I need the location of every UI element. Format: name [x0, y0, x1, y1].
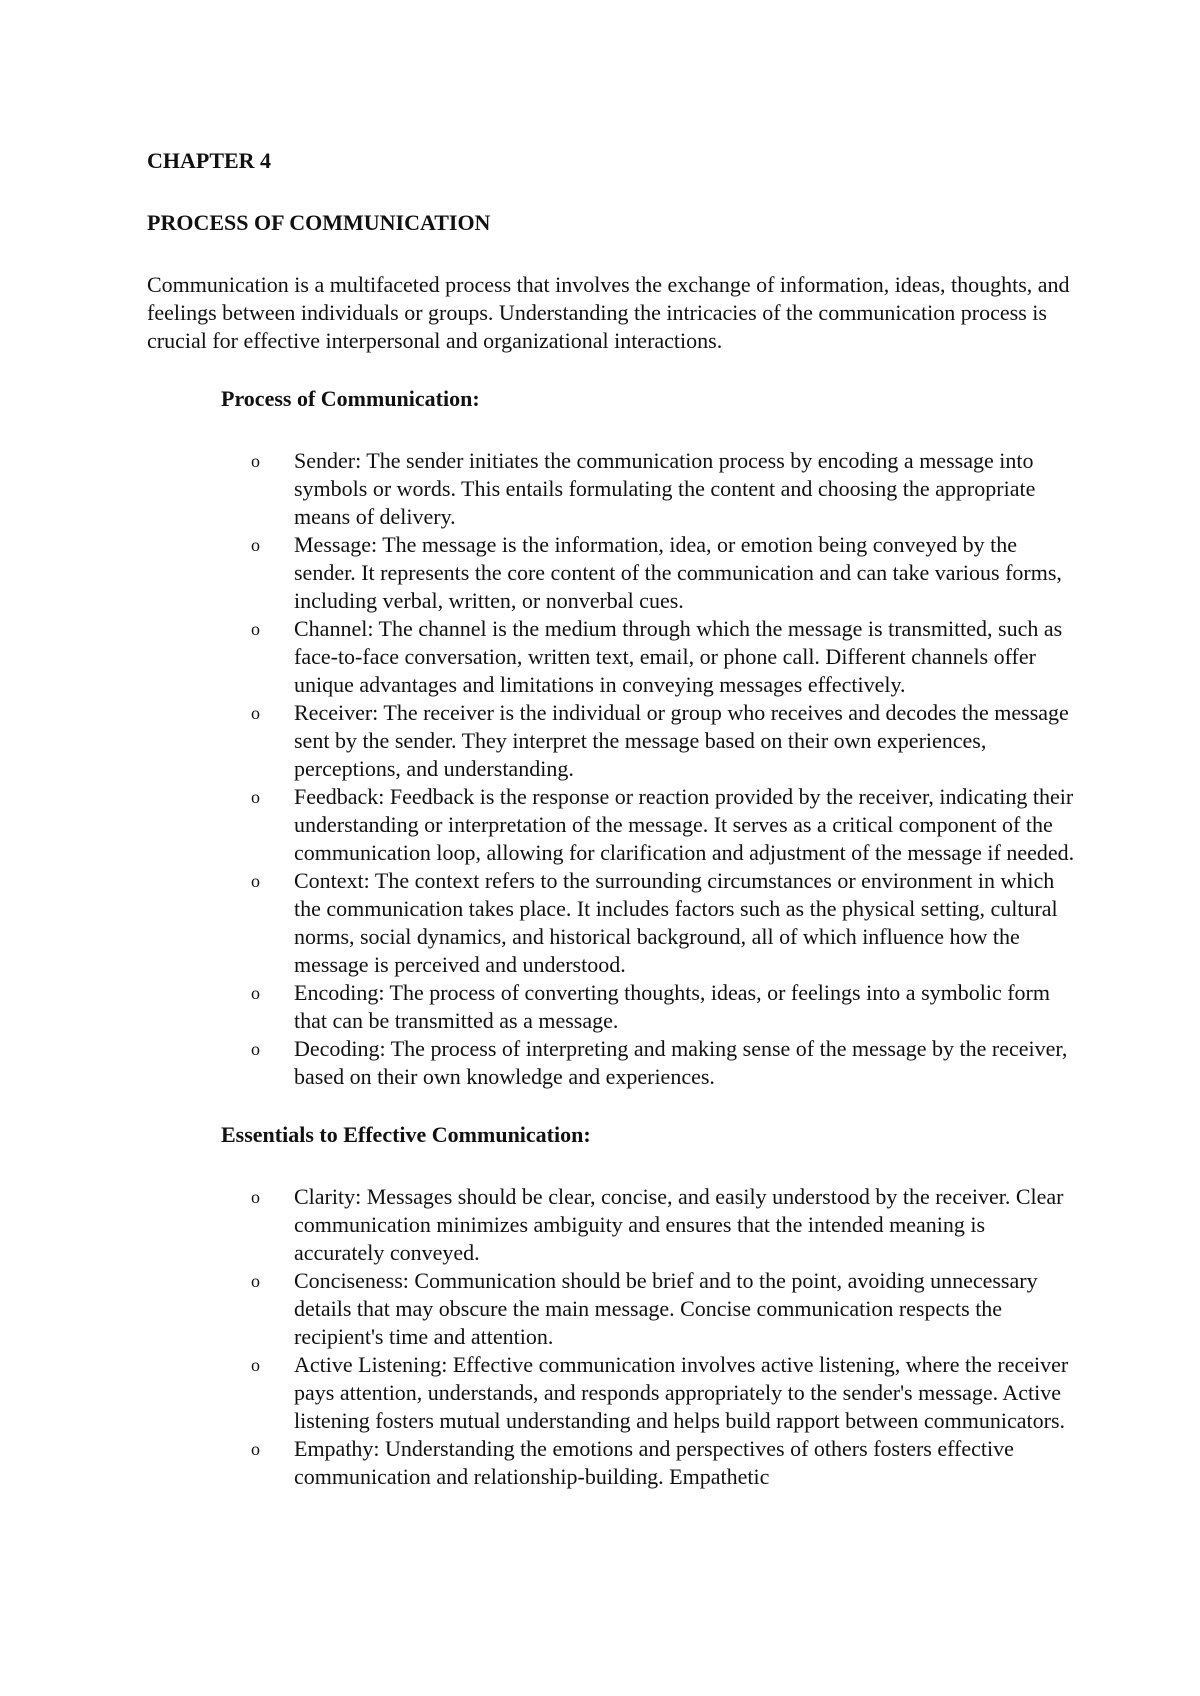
list-item: [147, 615, 1077, 699]
chapter-label: CHAPTER 4: [147, 148, 272, 173]
bullet-icon: o: [251, 1271, 260, 1291]
bullet-icon: o: [251, 871, 260, 891]
bullet-icon: o: [251, 619, 260, 639]
list-item-text: Empathy: Understanding the emotions and perspectives of others fosters effective communication and relationship-building. Empathetic: [294, 1436, 1014, 1489]
list-item-text: Feedback: Feedback is the response or reaction provided by the receiver, indicating their understanding or interpretation of the message. It serves as a critical component of the communication loop, allowing for clarification and adjustment of the message if needed.: [294, 784, 1075, 865]
list-item-text: Sender: The sender initiates the communication process by encoding a message into symbols or words. This entails formulating the content and choosing the appropriate means of delivery.: [294, 448, 1036, 529]
list-item: [147, 1183, 1077, 1267]
essentials-list: [147, 1183, 1077, 1491]
list-item-text: Receiver: The receiver is the individual or group who receives and decodes the message sent by the sender. They interpret the message based on their own experiences, perceptions, and understanding.: [294, 700, 1069, 781]
bullet-icon: o: [251, 1355, 260, 1375]
list-item: [147, 447, 1077, 531]
list-item: [147, 1435, 1077, 1491]
bullet-icon: o: [251, 983, 260, 1003]
section-heading-essentials: Essentials to Effective Communication:: [221, 1122, 591, 1147]
page-content: [147, 147, 1077, 1491]
list-item-text: Message: The message is the information, idea, or emotion being conveyed by the sender. It represents the core content of the communication and can take various forms, including verbal, written, or nonverbal cues.: [294, 532, 1062, 613]
section-heading-process: Process of Communication:: [221, 386, 480, 411]
list-item-text: Active Listening: Effective communication involves active listening, where the receiver pays attention, understands, and responds appropriately to the sender's message. Active listening fosters mutual understanding and helps build rapport between communicators.: [294, 1352, 1069, 1433]
list-item: [147, 531, 1077, 615]
bullet-icon: o: [251, 451, 260, 471]
list-item: [147, 1035, 1077, 1091]
bullet-icon: o: [251, 787, 260, 807]
list-item-text: Context: The context refers to the surrounding circumstances or environment in which the communication takes place. It includes factors such as the physical setting, cultural norms, social dynamics, and historical background, all of which influence how the message is perceived and understood.: [294, 868, 1058, 977]
list-item-text: Channel: The channel is the medium through which the message is transmitted, such as face-to-face conversation, written text, email, or phone call. Different channels offer unique advantages and limitations in conveying messages effectively.: [294, 616, 1063, 697]
list-item: [147, 979, 1077, 1035]
list-item-text: Clarity: Messages should be clear, concise, and easily understood by the receiver. Clear communication minimizes ambiguity and ensures that the intended meaning is accurately conveyed.: [294, 1184, 1064, 1265]
list-item: [147, 783, 1077, 867]
list-item: [147, 1267, 1077, 1351]
list-item: [147, 1351, 1077, 1435]
list-item-text: Encoding: The process of converting thoughts, ideas, or feelings into a symbolic form that can be transmitted as a message.: [294, 980, 1050, 1033]
list-item-text: Conciseness: Communication should be brief and to the point, avoiding unnecessary details that may obscure the main message. Concise communication respects the recipient's time and attention.: [294, 1268, 1038, 1349]
bullet-icon: o: [251, 1439, 260, 1459]
list-item-text: Decoding: The process of interpreting and making sense of the message by the receiver, based on their own knowledge and experiences.: [294, 1036, 1068, 1089]
page-title: PROCESS OF COMMUNICATION: [147, 210, 491, 235]
process-list: [147, 447, 1077, 1091]
bullet-icon: o: [251, 1187, 260, 1207]
bullet-icon: o: [251, 535, 260, 555]
list-item: [147, 699, 1077, 783]
bullet-icon: o: [251, 703, 260, 723]
list-item: [147, 867, 1077, 979]
intro-paragraph: Communication is a multifaceted process that involves the exchange of information, ideas, thoughts, and feelings between individuals or groups. Understanding the intricacies of the communication process is crucial for effective interpersonal and organizational interactions.: [147, 272, 1070, 353]
bullet-icon: o: [251, 1039, 260, 1059]
